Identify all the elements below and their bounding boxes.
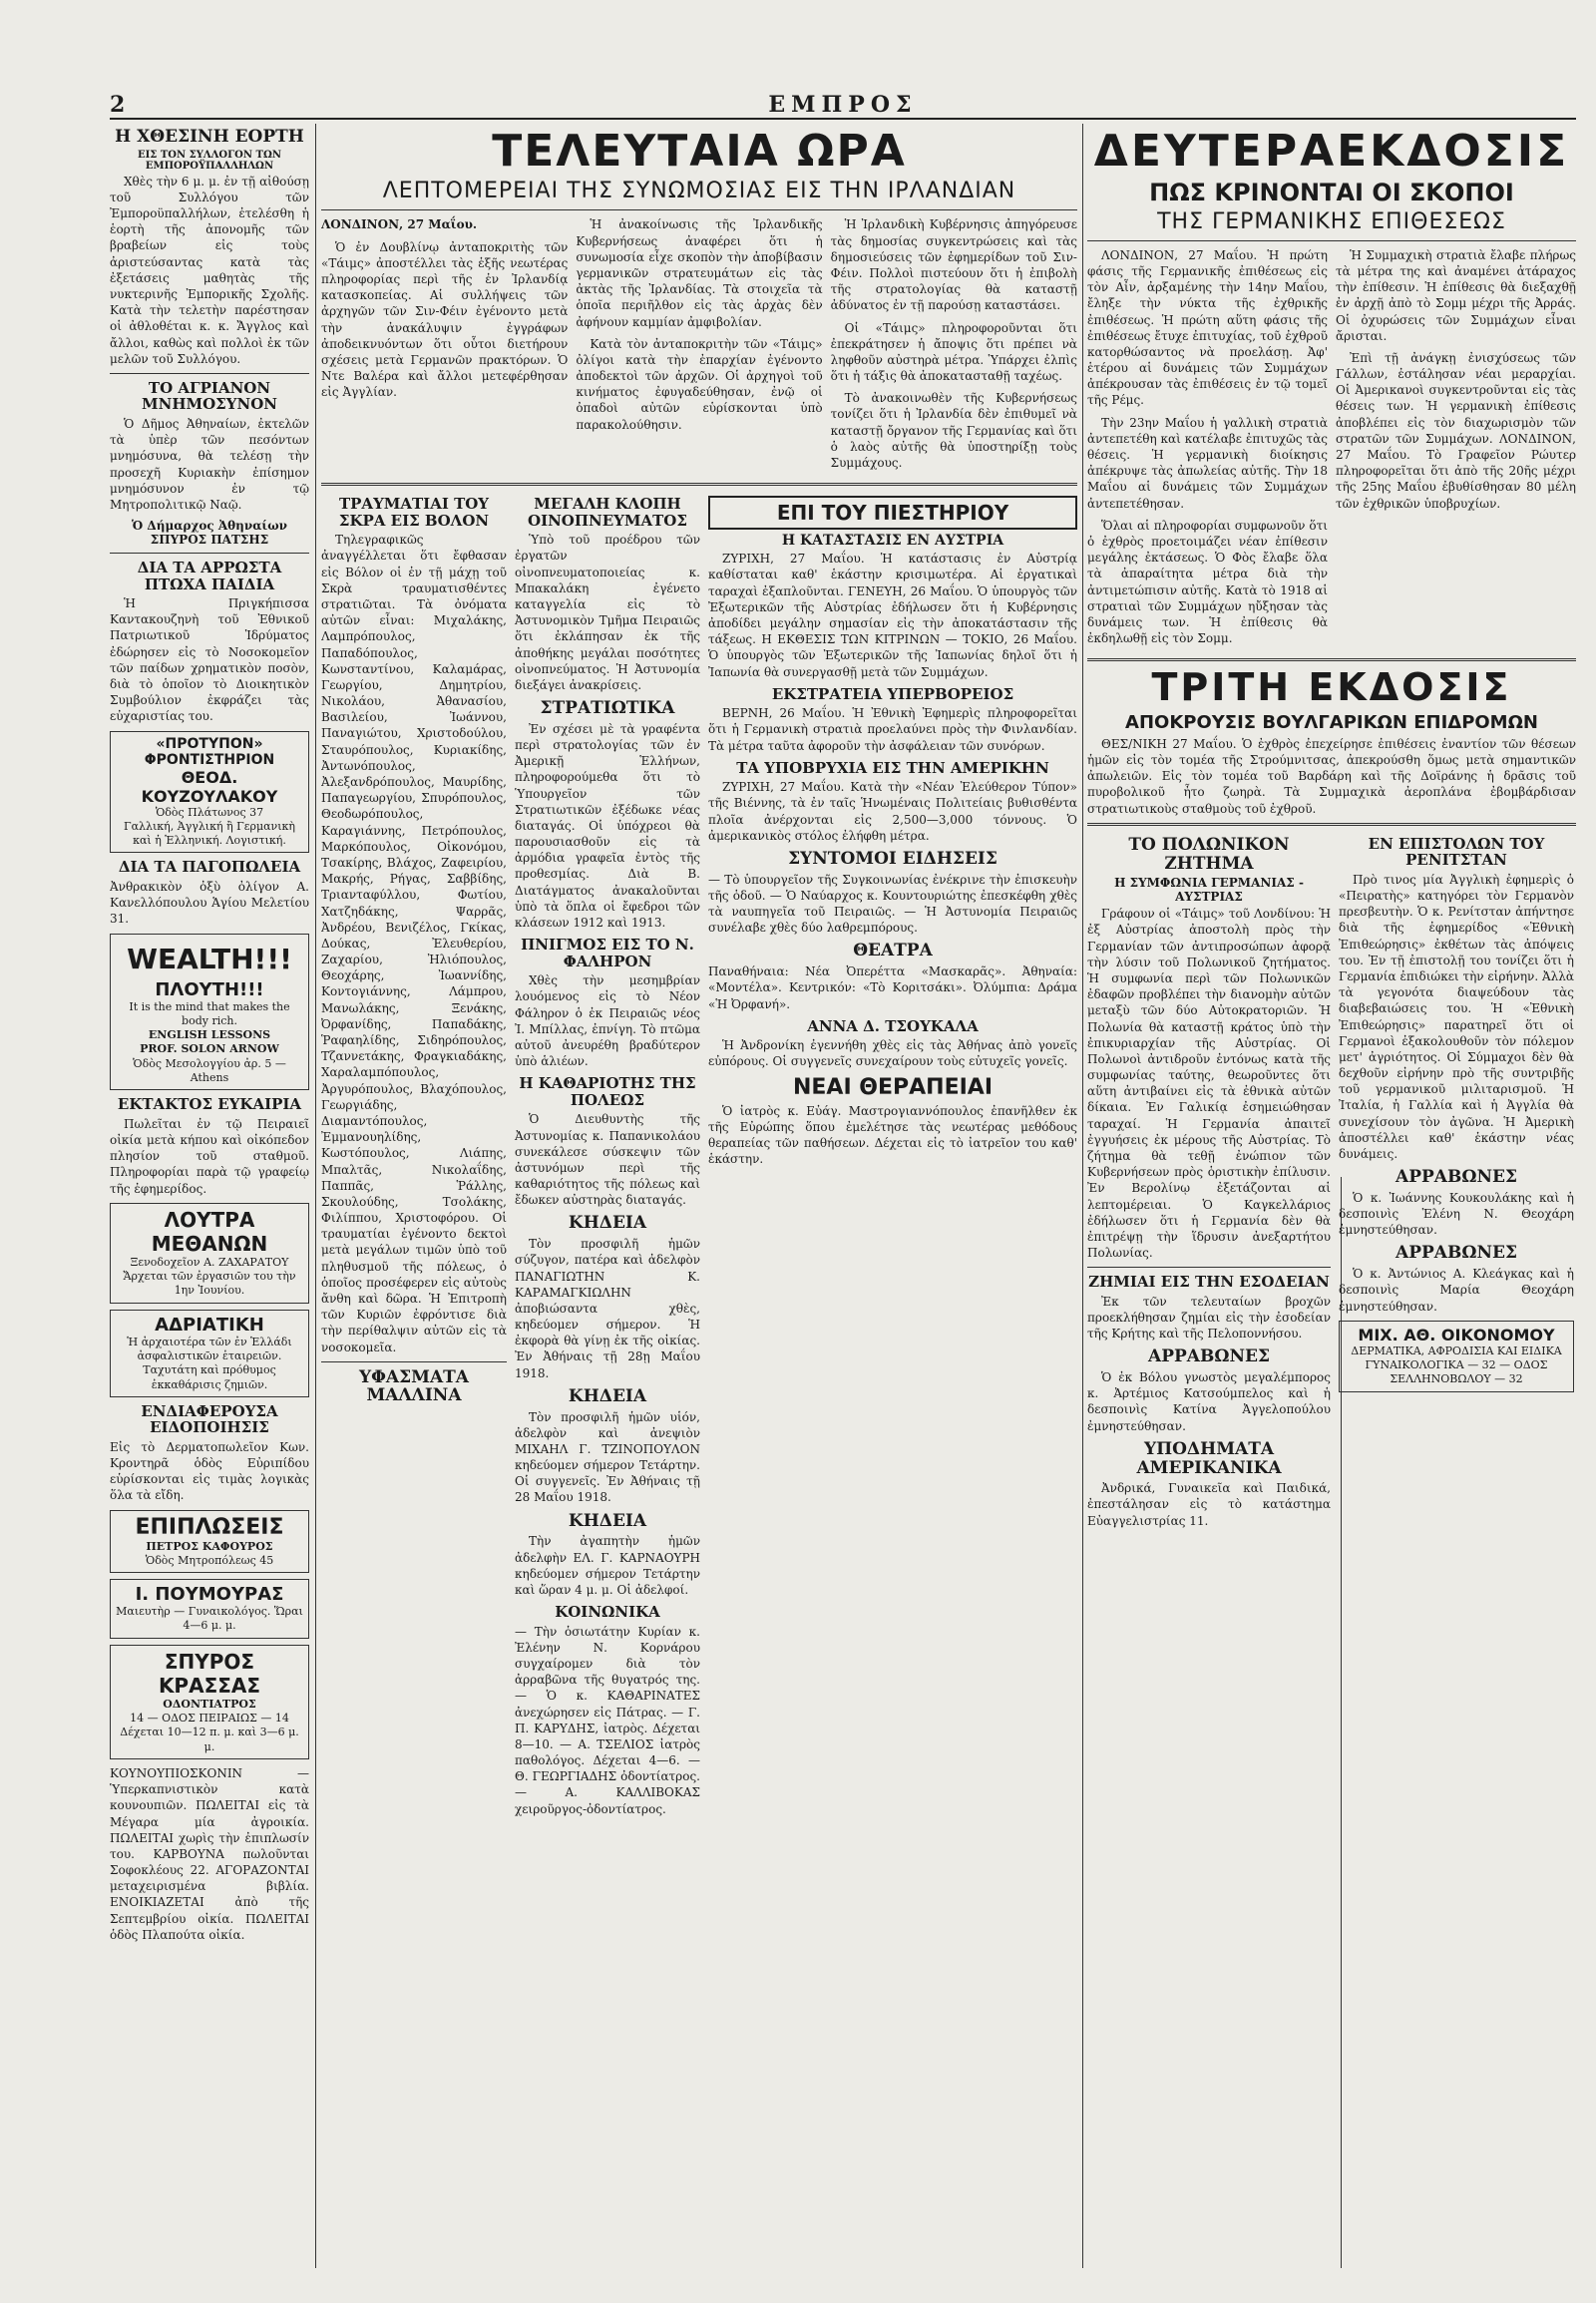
heading: ΑΝΝΑ Δ. ΤΣΟΥΚΑΛΑ: [807, 1016, 979, 1035]
article-text: Ἐν σχέσει μὲ τὰ γραφέντα περὶ στρατολογίας τῶν ἐν Ἀμερικῇ Ἑλλήνων, πληροφορούμεθα ὅτι τὸ Ὑπουργεῖον τῶν Στρατιωτικῶν ἐξέδωκε νέας διαταγάς. Οἱ ὑπόχρεοι θὰ παρουσιασθοῦν εἰς τὰ ἀρμόδια γραφεῖα ἐντὸς τῆς προθεσμίας. Διὰ Β. Διατάγματος ἀνακαλοῦνται ὑπὸ τὰ ὅπλα οἱ ἔφεδροι τῶν κλάσεων 1912 καὶ 1913.: [515, 721, 700, 931]
ad-text: It is the mind that makes the body rich.: [129, 999, 290, 1027]
heading: ΥΠΟΔΗΜΑΤΑ ΑΜΕΡΙΚΑΝΙΚΑ: [1136, 1438, 1282, 1478]
masthead: [110, 92, 1576, 120]
heading: ΤΑ ΥΠΟΒΡΥΧΙΑ ΕΙΣ ΤΗΝ ΑΜΕΡΙΚΗΝ: [736, 758, 1049, 777]
advertisement: [110, 1579, 309, 1639]
article-text: Παναθήναια: Νέα Ὀπερέττα «Μασκαρᾶς». Ἀθηναία: «Μοντέλα». Κεντρικόν: «Τὸ Κοριτσάκι». Ὀλύμπια: Δράμα «Ἡ Ὀρφανή».: [708, 964, 1077, 1011]
page-number: 2: [110, 92, 126, 118]
right-col-a: [1087, 832, 1331, 1535]
heading: ΤΟ ΑΓΡΙΑΝΟΝ ΜΝΗΜΟΣΥΝΟΝ: [142, 378, 277, 414]
left-column: [110, 124, 309, 2268]
article-text: Ὁ Δῆμος Ἀθηναίων, ἐκτελῶν τὰ ὑπὲρ τῶν πεσόντων μνημόσυνα, θὰ τελέσῃ τὴν προσεχῆ Κυριακὴν ἐπίσημον μνημόσυνον ἐν τῷ Μητροπολιτικῷ Ναῷ.: [110, 416, 309, 512]
right-col-b: [1339, 832, 1574, 1535]
ad-text: Ἡ ἀρχαιοτέρα τῶν ἐν Ἑλλάδι ἀσφαλιστικῶν ἑταιρειῶν. Ταχυτάτη καὶ πρόθυμος ἐκκαθάρισις ζημιῶν.: [127, 1335, 292, 1391]
divider: [1087, 240, 1576, 241]
article-text: Ἡ Πριγκήπισσα Καντακουζηνὴ τοῦ Ἐθνικοῦ Πατριωτικοῦ Ἱδρύματος ἐδώρησεν εἰς τὸ Νοσοκομεῖον τῶν παίδων χρηματικὸν ποσὸν, διὰ τὸ ὁποῖον τὸ Διοικητικὸν Συμβούλιον ἐκφράζει τὰς εὐχαριστίας του.: [110, 596, 309, 724]
dateline: ΛΟΝΔΙΝΟΝ, 27 Μαΐου.: [321, 217, 478, 232]
advertisement: [110, 731, 309, 854]
ad-name: ΜΙΧ. ΑΘ. ΟΙΚΟΝΟΜΟΥ: [1358, 1325, 1555, 1344]
heading: ΤΡΑΥΜΑΤΙΑΙ ΤΟΥ ΣΚΡΑ ΕΙΣ ΒΟΛΟΝ: [338, 495, 490, 530]
article-text: Γράφουν οἱ «Τάιμς» τοῦ Λονδίνου: Ἡ ἐξ Αὐστρίας ἀποστολὴ πρὸς τὴν Γερμανίαν τῶν ἀντιπροσώπων ἀφορᾷ τὴν λύσιν τοῦ Πολωνικοῦ ζητήματος. Ἡ συμφωνία περὶ τῶν Πολωνικῶν ἐδαφῶν προβλέπει τὴν διανομὴν αὐτῶν μεταξὺ τῶν δύο Αὐτοκρατοριῶν. Ἡ Πολωνία θὰ καταστῇ κράτος ὑπὸ τὴν ἐπικυριαρχίαν τῆς Αὐστρίας. Οἱ Πολωνοὶ ἀντιδροῦν ἐντόνως κατὰ τῆς συμφωνίας ταύτης, θεωροῦντες ὅτι αὕτη ἀντιβαίνει εἰς τὰ ἐθνικὰ αὐτῶν δίκαια. Ἐν Γαλικίᾳ ἐσημειώθησαν ταραχαί. Ἡ Γερμανία ἀπαιτεῖ ἐγγυήσεις ἐκ μέρους τῆς Αὐστρίας. Τὸ ζήτημα θὰ τεθῇ ἐνώπιον τῶν Κυβερνήσεων πρὸς ὁριστικὴν ἐπίλυσιν. Ἐν Βερολίνῳ ἐξετάζονται αἱ λεπτομέρειαι. Ὁ Καγκελλάριος ἐδήλωσεν ὅτι ἡ Γερμανία δὲν θὰ ἐπιτρέψῃ τὴν ἵδρυσιν ἀνεξαρτήτου Πολωνίας.: [1087, 907, 1331, 1261]
ad-text: ΔΕΡΜΑΤΙΚΑ, ΑΦΡΟΔΙΣΙΑ ΚΑΙ ΕΙΔΙΚΑ ΓΥΝΑΙΚΟΛΟΓΙΚΑ — 32 — ΟΔΟΣ ΣΕΛΛΗΝΟΒΩΛΟΥ — 32: [1351, 1343, 1562, 1386]
divider: [110, 553, 309, 554]
subheadline: ΤΗΣ ΓΕΡΜΑΝΙΚΗΣ ΕΠΙΘΕΣΕΩΣ: [1157, 208, 1506, 234]
subheadline: ΠΩΣ ΚΡΙΝΟΝΤΑΙ ΟΙ ΣΚΟΠΟΙ: [1149, 179, 1514, 207]
ad-address: Ὁδὸς Μητροπόλεως 45: [145, 1553, 274, 1567]
subheading: Η ΚΑΤΑΣΤΑΣΙΣ ΕΝ ΑΥΣΤΡΙΑ: [781, 533, 1004, 550]
article-text: Χθὲς τὴν μεσημβρίαν λουόμενος εἰς τὸ Νέον Φάληρον ὁ ἐκ Πειραιῶς νέος Ἰ. Μπίλλας, ἐπνίγη. Τὸ πτῶμα αὐτοῦ ἀνευρέθη βραδύτερον ὑπὸ ἁλιέων.: [515, 973, 700, 1069]
heading: ΑΡΡΑΒΩΝΕΣ: [1396, 1243, 1517, 1264]
heading: ΑΡΡΑΒΩΝΕΣ: [1396, 1167, 1517, 1188]
heading: ΘΕΑΤΡΑ: [853, 941, 933, 961]
article-text: — Τὴν ὁσιωτάτην Κυρίαν κ. Ἐλένην Ν. Κορνάρου συγχαίρομεν διὰ τὸν ἀρραβῶνα τῆς θυγατρός της. — Ὁ κ. ΚΑΘΑΡΙΝΑΤΕΣ ἀνεχώρησεν εἰς Πάτρας. — Γ. Π. ΚΑΡΥΔΗΣ, ἰατρὸς. Δέχεται 8—10. — Α. ΤΣΕΛΙΟΣ ἰατρὸς παθολόγος. Δέχεται 4—6. — Θ. ΓΕΩΡΓΙΑΔΗΣ ὀδοντίατρος. — Α. ΚΑΛΛΙΒΟΚΑΣ χειροῦργος-ὀδοντίατρος.: [515, 1624, 700, 1816]
heading: ΕΚΣΤΡΑΤΕΙΑ ΥΠΕΡΒΟΡΕΙΟΣ: [771, 684, 1014, 703]
article-text: ΖΥΡΙΧΗ, 27 Μαΐου. Ἡ κατάστασις ἐν Αὐστρίᾳ καθίσταται καθ' ἑκάστην κρισιμωτέρα. Αἱ ἐργατικαὶ ταραχαὶ ἐξαπλοῦνται. ΓΕΝΕΥΗ, 26 Μαΐου. Ὁ ὑπουργὸς τῶν Ἐξωτερικῶν τῆς Αὐστρίας ἐδήλωσεν ὅτι ἡ Κυβέρνησις ἀποδίδει μεγάλην σημασίαν εἰς τὴν ἀποκατάστασιν τῆς τάξεως. Η ΕΚΘΕΣΙΣ ΤΩΝ ΚΙΤΡΙΝΩΝ — ΤΟΚΙΟ, 26 Μαΐου. Ὁ ὑπουργὸς τῶν Ἐξωτερικῶν τῆς Ἰαπωνίας δηλοῖ ὅτι ἡ Ἰαπωνία θὰ συνεργασθῇ μετὰ τῶν Συμμάχων.: [708, 552, 1077, 679]
column-rule: [315, 124, 316, 2268]
second-edition-story: [1087, 247, 1576, 653]
heading: ΣΤΡΑΤΙΩΤΙΚΑ: [540, 698, 675, 719]
classified-ads: ΚΟΥΝΟΥΠΙΟΣΚΟΝΙΝ — Ὑπερκαπνιστικὸν κατὰ κουνουπιῶν. ΠΩΛΕΙΤΑΙ εἰς τὰ Μέγαρα μία ἀγροικία. ΠΩΛΕΙΤΑΙ χωρὶς τὴν ἐπιπλωσίν του. ΚΑΡΒΟΥΝΑ πωλοῦνται Σοφοκλέους 22. ΑΓΟΡΑΖΟΝΤΑΙ μεταχειρισμένα βιβλία. ΕΝΟΙΚΙΑΖΕΤΑΙ ἀπὸ τῆς Σεπτεμβρίου οἰκία. ΠΩΛΕΙΤΑΙ ὁδὸς Πλαπούτα οἰκία.: [110, 1765, 309, 1942]
advertisement: [110, 934, 309, 1091]
ad-name: WEALTH!!!: [127, 942, 292, 975]
heading: ΠΝΙΓΜΟΣ ΕΙΣ ΤΟ Ν. ΦΑΛΗΡΟΝ: [521, 936, 694, 970]
heading: ΑΡΡΑΒΩΝΕΣ: [1148, 1346, 1270, 1367]
ad-sub: ΠΛΟΥΤΗ!!!: [155, 978, 264, 1000]
article-text: Ὅλαι αἱ πληροφορίαι συμφωνοῦν ὅτι ὁ ἐχθρὸς προετοιμάζει νέαν ἐπίθεσιν μεγάλης ἐκτάσεως. Ὁ Φὸς ἔλαβε ὅλα τὰ ἀπαραίτητα μέτρα διὰ τὴν ἀντιμετώπισιν αὐτῆς. Κατὰ τὸ 1918 αἱ στρατιαὶ τῶν Συμμάχων ηὔξησαν τὰς δυνάμεις των. Ἡ ἐπίθεσις θὰ ἐκδηλωθῇ εἰς τὸν Σομμ.: [1087, 518, 1328, 646]
article-text: Χθὲς τὴν 6 μ. μ. ἐν τῇ αἰθούσῃ τοῦ Συλλόγου τῶν Ἐμποροϋπαλλήλων, ἐτελέσθη ἡ ἑορτὴ τῆς ἀπονομῆς τῶν βραβείων εἰς τοὺς ἀριστεύσαντας κατὰ τὰς ἐξετάσεις μαθητὰς τῆς νυκτερινῆς Ἐμπορικῆς Σχολῆς. Κατὰ τὴν τελετὴν παρέστησαν οἱ ἀθλοθέται κ. κ. Ἄγγλος καὶ ἄλλοι, καθὼς καὶ πολλοὶ ἐκ τῶν μελῶν τοῦ Συλλόγου.: [110, 174, 309, 366]
article-text: Ἡ Ἰρλανδικὴ Κυβέρνησις ἀπηγόρευσε τὰς δημοσίας συγκεντρώσεις καὶ τὰς δημοσιεύσεις τῶν ἐφημερίδων τοῦ Σιν-Φέιν. Πολλοὶ πιστεύουν ὅτι ἡ ἐπιβολὴ τῆς στρατολογίας θὰ καταστῇ ἀδύνατος ἐν τῇ παρούσῃ καταστάσει.: [830, 217, 1077, 313]
divider: [1087, 823, 1576, 826]
advertisement: [110, 1510, 309, 1574]
headline: ΤΕΛΕΥΤΑΙΑ ΩΡΑ: [492, 126, 907, 177]
ad-hours: Δέχεται 10—12 π. μ. καὶ 3—6 μ. μ.: [120, 1726, 299, 1753]
article-text: Τὸν προσφιλῆ ἡμῶν υἱόν, ἀδελφὸν καὶ ἀνεψιὸν ΜΙΧΑΗΛ Γ. ΤΖΙΝΟΠΟΥΛΟΝ κηδεύομεν σήμερον Τετάρτην. Οἱ συγγενεῖς. Ἐν Ἀθήναις τῇ 28 Μαΐου 1918.: [515, 1409, 700, 1505]
headline: ΤΡΙΤΗ ΕΚΔΟΣΙΣ: [1151, 665, 1512, 710]
ad-person: ΠΕΤΡΟΣ ΚΑΦΟΥΡΟΣ: [146, 1539, 273, 1553]
ad-person: ΘΕΟΔ. ΚΟΥΖΟΥΛΑΚΟΥ: [141, 767, 278, 806]
lead-story: [321, 216, 1077, 477]
right-section: [1087, 124, 1576, 2268]
divider: [1087, 658, 1576, 661]
center-col-a: [321, 492, 507, 1823]
center-section: [321, 124, 1077, 2268]
heading: ΜΕΓΑΛΗ ΚΛΟΠΗ ΟΙΝΟΠΝΕΥΜΑΤΟΣ: [528, 495, 687, 530]
heading: ΝΕΑΙ ΘΕΡΑΠΕΙΑΙ: [792, 1074, 994, 1100]
heading: ΣΥΝΤΟΜΟΙ ΕΙΔΗΣΕΙΣ: [788, 849, 998, 870]
article-text: Τὴν 23ην Μαΐου ἡ γαλλικὴ στρατιὰ ἀντεπετέθη καὶ κατέλαβε ἐπιτυχῶς τὰς θέσεις. Ἡ γερμανικὴ διοίκησις ἀπέκρυψε τὰς ἀπωλείας αὐτῆς. Τὴν 18 Μαΐου αἱ δυνάμεις τῶν Συμμάχων ἀντεπετέθησαν.: [1087, 415, 1328, 511]
article-text: Ὁ κ. Ἰωάννης Κουκουλάκης καὶ ἡ δεσποινὶς Ἑλένη Ν. Θεοχάρη ἐμνηστεύθησαν.: [1339, 1190, 1574, 1238]
ad-name: ΕΠΙΠΛΩΣΕΙΣ: [135, 1514, 284, 1540]
ad-text: Γαλλική, Ἀγγλική ἢ Γερμανικὴ καὶ ἡ Ἑλληνική. Λογιστική.: [123, 819, 296, 848]
heading: Η ΧΘΕΣΙΝΗ ΕΟΡΤΗ: [115, 127, 304, 147]
heading: Η ΚΑΘΑΡΙΟΤΗΣ ΤΗΣ ΠΟΛΕΩΣ: [519, 1074, 696, 1109]
ad-name: «ΠΡΟΤΥΠΟΝ» ΦΡΟΝΤΙΣΤΗΡΙΟΝ: [144, 735, 275, 768]
heading: ΚΟΙΝΩΝΙΚΑ: [555, 1603, 660, 1622]
advertisement: [110, 1310, 309, 1397]
paper-name: ΕΜΠΡΟΣ: [768, 92, 918, 118]
article-text: Κατὰ τὸν ἀνταποκριτὴν τῶν «Τάιμς» ὀλίγοι κατὰ τὴν ἐπαρχίαν ἐγένοντο ἀποδεκτοὶ τῶν ἀρχῶν. Οἱ ἀρχηγοὶ τοῦ κινήματος ἐφυγαδεύθησαν, ἐνῷ οἱ ὀπαδοὶ αὐτῶν εὑρίσκονται ὑπὸ παρακολούθησιν.: [576, 336, 823, 432]
heading: ΚΗΔΕΙΑ: [568, 1510, 647, 1531]
divider: [321, 1361, 507, 1362]
article-text: Ἀνθρακικὸν ὀξὺ ὀλίγον Α. Κανελλόπουλου Ἁγίου Μελετίου 31.: [110, 879, 309, 927]
ad-name: ΛΟΥΤΡΑ ΜΕΘΑΝΩΝ: [151, 1207, 268, 1256]
article-text: Τὴν ἀγαπητὴν ἡμῶν ἀδελφὴν ΕΛ. Γ. ΚΑΡΝΑΟΥΡΗ κηδεύομεν σήμερον Τετάρτην καὶ ὥραν 4 μ. μ. Οἱ ἀδελφοί.: [515, 1534, 700, 1597]
article-text: Πρὸ τινος μία Ἀγγλικὴ ἐφημερὶς ὁ «Πειρατὴς» κατηγόρει τὸν Γερμανὸν πρεσβευτὴν. Ὁ κ. Ρενίτσταν ἀπήντησε διὰ τῆς ἐφημερίδος «Ἐθνικὴ Ἐπιθεώρησις» ἐκθέτων τὰς ἀπόψεις του. Ἐν τῇ ἐπιστολῇ του τονίζει ὅτι ἡ Γερμανία ἐπιδιώκει τὴν εἰρήνην. Ἀλλὰ τὰ γεγονότα διαψεύδουν τὰς διαβεβαιώσεις του. Ἡ «Ἐθνικὴ Ἐπιθεώρησις» παρατηρεῖ ὅτι οἱ Γερμανοὶ ἐξακολουθοῦν τὸν πόλεμον μετ' ἀγριότητος. Οἱ Σύμμαχοι δὲν θὰ δεχθοῦν εἰρήνην πρὸ τῆς συντριβῆς τοῦ γερμανικοῦ μιλιταρισμοῦ. Ἡ Ἰταλία, ἡ Γαλλία καὶ ἡ Ἀγγλία θὰ συνεχίσουν τὸν ἀγῶνα. Ἡ Ἀμερικὴ ἀποστέλλει καθ' ἑκάστην νέας δυνάμεις.: [1339, 872, 1574, 1161]
advertisement: [110, 1645, 309, 1759]
article-text: ΛΟΝΔΙΝΟΝ, 27 Μαΐου. Ἡ πρώτη φάσις τῆς Γερμανικῆς ἐπιθέσεως εἰς τὸν Αἶν, ἀρξαμένης τὴν 14ην Μαΐου, ἔληξε τὴν νύκτα τῆς ἐχθρικῆς ἐπιθέσεως. Ἡ πρώτη αὕτη φάσις τῆς ἐπιθέσεως ἔτυχε ἐπιτυχίας, τοῦ ἐχθροῦ κατορθώσαντος νὰ προελάσῃ. Ἀφ' ἑτέρου αἱ δυνάμεις τῶν Συμμάχων ἀπέκρουσαν τὰς ἐπιθέσεις ἐν τῷ τομεῖ τῆς Ρέμς.: [1087, 247, 1328, 408]
article-text: Τηλεγραφικῶς ἀναγγέλλεται ὅτι ἔφθασαν εἰς Βόλον οἱ ἐν τῇ μάχῃ τοῦ Σκρὰ τραυματισθέντες στρατιῶται. Τὰ ὀνόματα αὐτῶν εἶναι: Μιχαλάκης, Λαμπρόπουλος, Παπαδόπουλος, Κωνσταντίνου, Καλαμάρας, Γεωργίου, Δημητρίου, Νικολάου, Ἀθανασίου, Βασιλείου, Ἰωάννου, Παναγιώτου, Χριστοδούλου, Σταυρόπουλος, Κυριακίδης, Ἀντωνόπουλος, Ἀλεξανδρόπουλος, Μαυρίδης, Παπαγεωργίου, Σπυρόπουλος, Θεοδωρόπουλος, Καραγιάννης, Πετρόπουλος, Μαρκόπουλος, Οἰκονόμου, Τσακίρης, Βλάχος, Ζαφειρίου, Μακρής, Ρήγας, Σαββίδης, Τριανταφύλλου, Φωτίου, Χατζηδάκης, Ψαρρᾶς, Ἀνδρέου, Βενιζέλος, Γκίκας, Δούκας, Ἐλευθερίου, Ζαχαρίου, Ἠλιόπουλος, Θεοχάρης, Ἰωαννίδης, Κοντογιάννης, Λάμπρου, Μανωλάκης, Ξενάκης, Ὀρφανίδης, Παπαδάκης, Ῥαφαηλίδης, Σιδηρόπουλος, Τζαννετάκης, Φραγκιαδάκης, Χαραλαμπόπουλος, Ἀργυρόπουλος, Βλαχόπουλος, Γεωργιάδης, Διαμαντόπουλος, Ἐμμανουηλίδης, Κωστόπουλος, Λιάπης, Μπαλτᾶς, Νικολαΐδης, Παππᾶς, Ῥάλλης, Σκουλούδης, Τσολάκης, Φιλίππου, Χριστοφόρου. Οἱ τραυματίαι ἐγένοντο δεκτοὶ μετὰ μεγάλων τιμῶν ὑπὸ τοῦ πληθυσμοῦ τῆς πόλεως, ὁ ὁποῖος προσέφερεν εἰς αὐτοὺς ἄνθη καὶ δῶρα. Ἡ Ἐπιτροπὴ τῶν Κυριῶν ἐφρόντισε διὰ τὴν περίθαλψιν αὐτῶν εἰς τὰ νοσοκομεῖα.: [321, 533, 507, 1354]
article-text: Εἰς τὸ Δερματοπωλεῖον Κων. Κροντηρᾶ ὁδὸς Εὐριπίδου εὑρίσκονται εἰς τιμὰς λογικὰς ὅλα τὰ εἴδη.: [110, 1439, 309, 1503]
lower-center: [321, 492, 1077, 1823]
ad-address: Ὁδὸς Μεσολογγίου ἀρ. 5 — Athens: [133, 1056, 286, 1084]
article-text: Ἀνδρικά, Γυναικεῖα καὶ Παιδικά, ἐπεστάλησαν εἰς τὸ κατάστημα Εὐαγγελιστρίας 11.: [1087, 1481, 1331, 1528]
divider: [110, 373, 309, 374]
article-text: Ὁ ἐκ Βόλου γνωστὸς μεγαλέμπορος κ. Ἀρτέμιος Κατσούμπελος καὶ ἡ δεσποινὶς Κατίνα Ἀγγελοπούλου ἐμνηστεύθησαν.: [1087, 1370, 1331, 1433]
subheadline: ΑΠΟΚΡΟΥΣΙΣ ΒΟΥΛΓΑΡΙΚΩΝ ΕΠΙΔΡΟΜΩΝ: [1125, 712, 1538, 734]
signature: Ὁ Δήμαρχος Ἀθηναίων ΣΠΥΡΟΣ ΠΑΤΣΗΣ: [132, 519, 287, 548]
heading: ΥΦΑΣΜΑΤΑ ΜΑΛΛΙΝΑ: [358, 1366, 469, 1406]
article-text: — Τὸ ὑπουργεῖον τῆς Συγκοινωνίας ἐνέκρινε τὴν ἐπισκευὴν τῆς ὁδοῦ. — Ὁ Ναύαρχος κ. Κουντουριώτης ἐπεσκέφθη χθὲς τὰ ναυπηγεῖα τοῦ Πειραιῶς. — Ἡ Ἀστυνομία Πειραιῶς συνέλαβε χθὲς δύο λαθρεμπόρους.: [708, 872, 1077, 936]
heading: ΚΗΔΕΙΑ: [568, 1213, 647, 1234]
ad-sub: Ξενοδοχεῖον Α. ΖΑΧΑΡΑΤΟΥ: [130, 1255, 289, 1269]
article-text: Ἡ ἀνακοίνωσις τῆς Ἰρλανδικῆς Κυβερνήσεως ἀναφέρει ὅτι ἡ συνωμοσία εἶχε σκοπὸν τὴν ἀποβίβασιν γερμανικῶν στρατευμάτων εἰς τὰς ἀκτὰς τῆς Ἰρλανδίας. Τὰ στοιχεῖα τὰ ὁποῖα περιῆλθον εἰς τὰς ἀρχὰς δὲν ἀφήνουν καμμίαν ἀμφιβολίαν.: [576, 217, 823, 329]
subheadline: ΛΕΠΤΟΜΕΡΕΙΑΙ ΤΗΣ ΣΥΝΩΜΟΣΙΑΣ ΕΙΣ ΤΗΝ ΙΡΛΑΝΔΙΑΝ: [382, 179, 1016, 204]
heading: ΖΗΜΙΑΙ ΕΙΣ ΤΗΝ ΕΣΟΔΕΙΑΝ: [1088, 1273, 1330, 1292]
center-col-c: [708, 492, 1077, 1823]
heading: ΕΠΙ ΤΟΥ ΠΙΕΣΤΗΡΙΟΥ: [708, 496, 1077, 530]
article-text: Ὑπὸ τοῦ προέδρου τῶν ἐργατῶν οἰνοπνευματοποιείας κ. Μπακαλάκη ἐγένετο καταγγελία εἰς τὸ Ἀστυνομικὸν Τμῆμα Πειραιῶς ὅτι ἐκλάπησαν ἐκ τῆς ἀποθήκης μεγάλαι ποσότητες οἰνοπνεύματος. Ἡ Ἀστυνομία διεξάγει ἀνακρίσεις.: [515, 533, 700, 692]
divider: [321, 209, 1077, 210]
heading: ΚΗΔΕΙΑ: [568, 1385, 647, 1406]
article-text: ΖΥΡΙΧΗ, 27 Μαΐου. Κατὰ τὴν «Νέαν Ἐλεύθερον Τύπον» τῆς Βιέννης, τὰ ἐν ταῖς Ἡνωμέναις Πολιτείαις βυθισθέντα πλοῖα ἀνέρχονται εἰς 2,500—3,000 τόννους. Ὁ ἀμερικανικὸς στόλος ἐλήφθη μέτρα.: [708, 780, 1077, 843]
heading: ΕΚΤΑΚΤΟΣ ΕΥΚΑΙΡΙΑ: [117, 1095, 302, 1114]
article-text: ΘΕΣ/ΝΙΚΗ 27 Μαΐου. Ὁ ἐχθρὸς ἐπεχείρησε ἐπιθέσεις ἐναντίον τῶν θέσεων ἡμῶν εἰς τὸν τομέα τῆς Στρούμνιτσας, ἀπεκρούσθη ὅμως μετὰ σημαντικῶν ἀπωλειῶν. Εἰς τὸν τομέα τοῦ Βαρδάρη καὶ τῆς Δοϊράνης ἡ δρᾶσις τοῦ πυροβολικοῦ ἦτο ζωηρὰ. Τὰ Συμμαχικὰ ἀεροπλάνα ἐβομβάρδισαν στρατιωτικοὺς σταθμοὺς τοῦ ἐχθροῦ.: [1087, 736, 1576, 816]
subheading: ΕΙΣ ΤΟΝ ΣΥΛΛΟΓΟΝ ΤΩΝ ΕΜΠΟΡΟΫΠΑΛΛΗΛΩΝ: [138, 149, 281, 172]
advertisement: [110, 1203, 309, 1304]
ad-name: ΑΔΡΙΑΤΙΚΗ: [155, 1314, 264, 1336]
ad-address: Ὁδὸς Πλάτωνος 37: [155, 805, 264, 819]
article-text: Πωλεῖται ἐν τῷ Πειραιεῖ οἰκία μετὰ κήπου καὶ οἰκόπεδον πλησίον τοῦ σταθμοῦ. Πληροφορίαι παρὰ τῷ γραφείῳ τῆς ἐφημερίδος.: [110, 1116, 309, 1196]
article-text: Ὁ ἐν Δουβλίνῳ ἀνταποκριτὴς τῶν «Τάιμς» ἀποστέλλει τὰς ἑξῆς νεωτέρας πληροφορίας περὶ τῆς ἐν Ἰρλανδίᾳ κατασκοπείας. Αἱ συλλήψεις τῶν ἀρχηγῶν τῶν Σιν-Φέιν ἐγένοντο μετὰ τὴν ἀνακάλυψιν ἐγγράφων ἀποδεικνυόντων ὅτι οὗτοι διετήρουν σχέσεις μετὰ Γερμανῶν πρακτόρων. Ὁ Ντε Βαλέρα καὶ ἄλλοι μετεφέρθησαν εἰς Ἀγγλίαν.: [321, 239, 569, 400]
heading: ΔΙΑ ΤΑ ΠΑΓΟΠΩΛΕΙΑ: [118, 858, 301, 877]
ad-name: Ι. ΠΟΥΜΟΥΡΑΣ: [135, 1584, 284, 1606]
ad-name: ΣΠΥΡΟΣ ΚΡΑΣΣΑΣ: [158, 1649, 261, 1698]
divider: [321, 483, 1077, 486]
ad-lessons: ENGLISH LESSONS: [148, 1028, 271, 1042]
ad-sub: ΟΔΟΝΤΙΑΤΡΟΣ: [163, 1697, 256, 1711]
heading: ΕΝΔΙΑΦΕΡΟΥΣΑ ΕΙΔΟΠΟΙΗΣΙΣ: [141, 1401, 278, 1437]
heading: ΔΙΑ ΤΑ ΑΡΡΩΣΤΑ ΠΤΩΧΑ ΠΑΙΔΙΑ: [137, 559, 282, 593]
article-text: Οἱ «Τάιμς» πληροφοροῦνται ὅτι ἐπεκράτησεν ἡ ἄποψις ὅτι πρέπει νὰ ληφθοῦν αὐστηρὰ μέτρα. Ὑπάρχει ἐλπὶς ὅτι ἡ τάξις θὰ ἀποκατασταθῇ ταχέως.: [830, 320, 1077, 384]
right-lower: [1087, 832, 1576, 1535]
ad-text: Μαιευτὴρ — Γυναικολόγος. Ὥραι 4—6 μ. μ.: [116, 1605, 303, 1633]
headline: ΔΕΥΤΕΡΑΕΚΔΟΣΙΣ: [1093, 126, 1570, 177]
divider: [1087, 1267, 1331, 1268]
heading: ΕΝ ΕΠΙΣΤΟΛΩΝ ΤΟΥ ΡΕΝΙΤΣΤΑΝ: [1368, 834, 1545, 870]
article-text: Τὸν προσφιλῆ ἡμῶν σύζυγον, πατέρα καὶ ἀδελφὸν ΠΑΝΑΓΙΩΤΗΝ Κ. ΚΑΡΑΜΑΓΚΙΩΛΗΝ ἀποβιώσαντα χθὲς, κηδεύομεν σήμερον. Ἡ ἐκφορὰ θὰ γίνῃ ἐκ τῆς οἰκίας. Ἐν Ἀθήναις τῇ 28ῃ Μαΐου 1918.: [515, 1237, 700, 1380]
column-rule: [1082, 124, 1083, 2268]
heading: ΤΟ ΠΟΛΩΝΙΚΟΝ ΖΗΤΗΜΑ: [1128, 834, 1290, 874]
ad-teacher: PROF. SOLON ARNOW: [140, 1042, 279, 1056]
article-text: Ἐπὶ τῇ ἀνάγκῃ ἐνισχύσεως τῶν Γάλλων, ἐστάλησαν νέαι μεραρχίαι. Οἱ Ἀμερικανοὶ συγκεντροῦνται εἰς τὰς θέσεις των. Ἡ γερμανικὴ ἐπίθεσις ἀποβλέπει εἰς τὸν διαχωρισμὸν τῶν στρατῶν τῶν Συμμάχων. ΛΟΝΔΙΝΟΝ, 27 Μαΐου. Τὸ Γραφεῖον Ρώυτερ πληροφορεῖται ὅτι ἀπὸ τῆς 20ῆς μέχρι τῆς 25ης Μαΐου ἐβυθίσθησαν 80 μέλη τῶν ἐχθρικῶν ὑποβρυχίων.: [1336, 350, 1576, 511]
article-text: ΒΕΡΝΗ, 26 Μαΐου. Ἡ Ἐθνικὴ Ἐφημερὶς πληροφορεῖται ὅτι ἡ Γερμανικὴ στρατιὰ προελαύνει πρὸς τὴν Φινλανδίαν. Τὰ μέτρα ταῦτα ἀφοροῦν τὴν ἀσφάλειαν τῶν συνόρων.: [708, 706, 1077, 753]
article-text: Ἡ Συμμαχικὴ στρατιὰ ἔλαβε πλήρως τὰ μέτρα της καὶ ἀναμένει ἀτάραχος τὴν ἐπίθεσιν. Ἡ ἐπίθεσις θὰ διεξαχθῇ ἐν ἀρχῇ ἀπὸ τὸ Σομμ μέχρι τῆς Ἀρράς. Οἱ ὀχυρώσεις τῶν Συμμάχων εἶναι ἄρισται.: [1336, 247, 1576, 343]
center-col-b: [515, 492, 700, 1823]
article-text: Ἡ Ἀνδρονίκη ἐγεννήθη χθὲς εἰς τὰς Ἀθήνας ἀπὸ γονεῖς εὐπόρους. Οἱ συγγενεῖς συνεχαίρουν τοὺς εὐτυχεῖς γονεῖς.: [708, 1038, 1077, 1069]
article-text: Ὁ κ. Ἀντώνιος Α. Κλεάγκας καὶ ἡ δεσποινὶς Μαρία Θεοχάρη ἐμνηστεύθησαν.: [1339, 1267, 1574, 1314]
ad-text: Ἄρχεται τῶν ἐργασιῶν του τὴν 1ην Ἰουνίου.: [123, 1270, 296, 1298]
advertisement: [1339, 1321, 1574, 1392]
subheading: Η ΣΥΜΦΩΝΙΑ ΓΕΡΜΑΝΙΑΣ - ΑΥΣΤΡΙΑΣ: [1114, 876, 1304, 905]
ad-address: 14 — ΟΔΟΣ ΠΕΙΡΑΙΩΣ — 14: [130, 1712, 289, 1726]
article-text: Τὸ ἀνακοινωθὲν τῆς Κυβερνήσεως τονίζει ὅτι ἡ Ἰρλανδία δὲν ἐπιθυμεῖ νὰ καταστῇ ὄργανον τῆς Γερμανίας καὶ ὅτι ὁ λαὸς αὐτῆς θὰ ὑποστηρίξῃ τοὺς Συμμάχους.: [830, 391, 1077, 471]
article-text: Ὁ Διευθυντὴς τῆς Ἀστυνομίας κ. Παπανικολάου συνεκάλεσε σύσκεψιν τῶν ἀστυνόμων περὶ τῆς καθαριότητος τῆς πόλεως καὶ ἔδωκεν αὐστηρὰς διαταγάς.: [515, 1112, 700, 1208]
article-text: Ἐκ τῶν τελευταίων βροχῶν προεκλήθησαν ζημίαι εἰς τὴν ἐσοδείαν τῆς Κρήτης καὶ τῆς Πελοποννήσου.: [1087, 1294, 1331, 1342]
article-text: Ὁ ἰατρὸς κ. Εὐάγ. Μαστρογιαννόπουλος ἐπανῆλθεν ἐκ τῆς Εὐρώπης ὅπου ἐμελέτησε τὰς νεωτέρας μεθόδους θεραπείας τῶν παθήσεων. Δέχεται εἰς τὸ ἰατρεῖον του καθ' ἑκάστην.: [708, 1103, 1077, 1167]
